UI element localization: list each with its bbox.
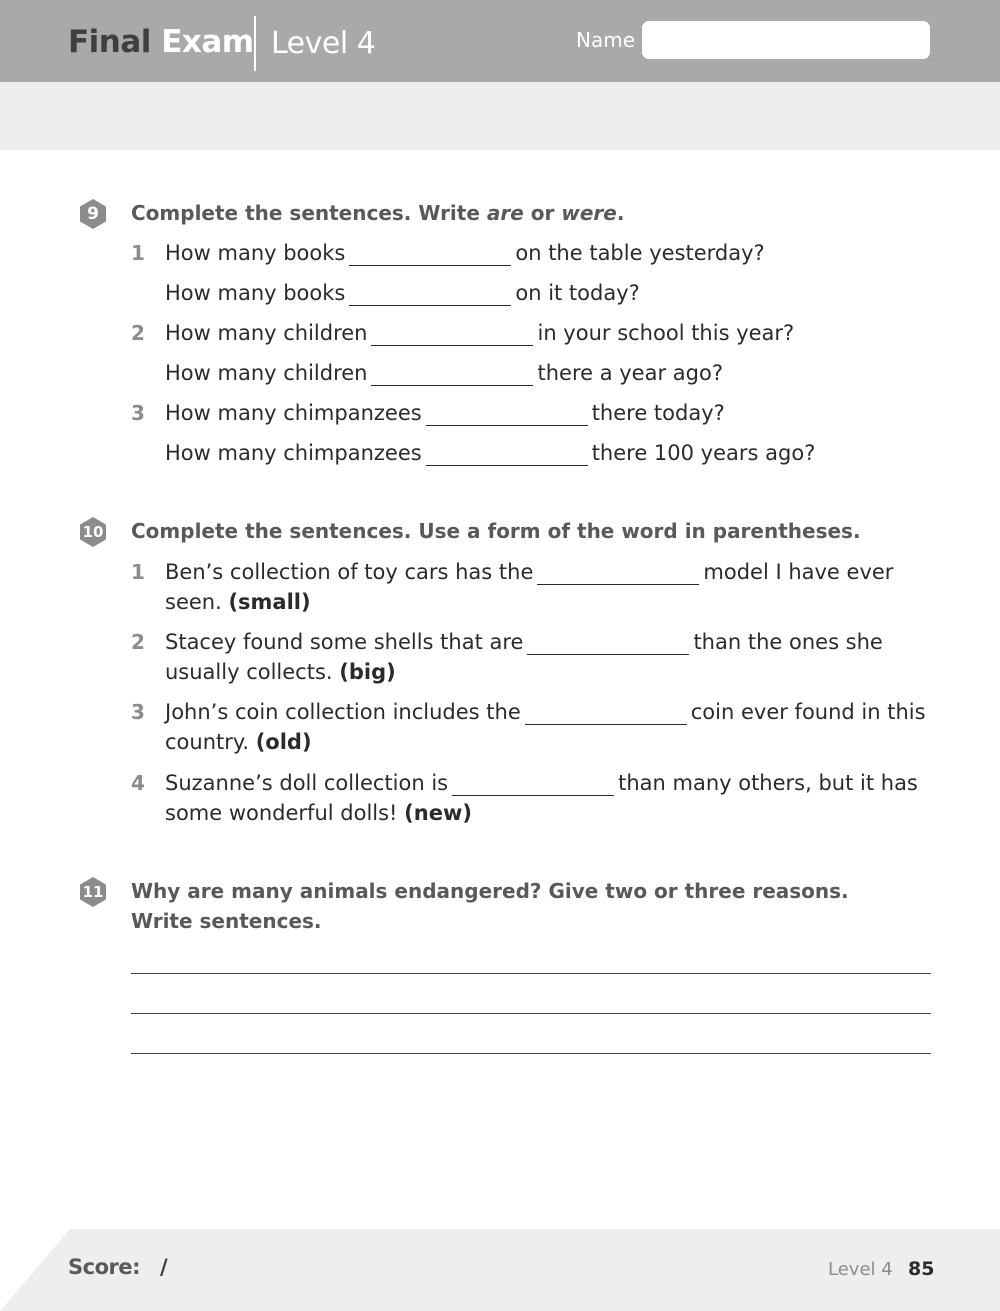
answer-blank[interactable] [525,703,687,725]
footer-corner [0,1229,70,1311]
page-footer [0,1229,1000,1311]
level-label: Level 4 [271,26,376,61]
item-line: How many chimpanzees there 100 years ago? [165,441,816,465]
title-word-exam: Exam [161,24,254,60]
footer-level: Level 4 [828,1259,893,1280]
section-11-number: 11 [82,883,104,901]
writing-line[interactable] [131,1013,931,1014]
item-line: How many books on it today? [165,281,640,305]
item-line-2: country. (old) [165,730,312,754]
writing-line[interactable] [131,973,931,974]
answer-blank[interactable] [452,774,614,796]
page-header [0,0,1000,82]
section-10-instruction: Complete the sentences. Use a form of the word in parentheses. [131,519,861,543]
answer-blank[interactable] [371,364,533,386]
answer-blank[interactable] [371,324,533,346]
answer-blank[interactable] [537,563,699,585]
item-number: 2 [131,321,145,345]
item-number: 3 [131,700,145,724]
item-line-2: usually collects. (big) [165,660,396,684]
section-11-badge [78,877,108,907]
item-number: 3 [131,401,145,425]
score-label: Score: [68,1255,140,1279]
item-number: 1 [131,560,145,584]
item-line-2: seen. (small) [165,590,311,614]
word-hint: (big) [339,660,396,684]
item-line: Stacey found some shells that are than the ones she [165,630,883,654]
item-line: How many chimpanzees there today? [165,401,725,425]
section-9-number: 9 [87,204,99,224]
item-line: How many children there a year ago? [165,361,723,385]
item-line: Ben’s collection of toy cars has the model I have ever [165,560,894,584]
writing-line[interactable] [131,1053,931,1054]
word-hint: (small) [228,590,311,614]
page-number: 85 [908,1258,935,1280]
item-line: John’s coin collection includes the coin ever found in this [165,700,926,724]
item-line: How many children in your school this year? [165,321,795,345]
answer-blank[interactable] [426,444,588,466]
section-11-instruction: Why are many animals endangered? Give two or three reasons. Write sentences. [131,879,849,933]
title-divider [254,16,256,71]
item-line: Suzanne’s doll collection is than many others, but it has [165,771,918,795]
answer-blank[interactable] [349,244,511,266]
section-10-number: 10 [82,523,104,541]
name-input[interactable] [642,21,930,59]
name-label: Name [576,28,636,52]
exam-title [68,24,254,60]
header-band [0,82,1000,150]
answer-blank[interactable] [349,284,511,306]
item-number: 2 [131,630,145,654]
score-slash: / [160,1255,168,1279]
item-number: 4 [131,771,145,795]
section-10-badge [78,517,108,547]
section-9-instruction: Complete the sentences. Write are or were. [131,201,625,225]
section-9-badge [78,199,108,229]
item-line: How many books on the table yesterday? [165,241,765,265]
word-hint: (old) [255,730,312,754]
item-line-2: some wonderful dolls! (new) [165,801,472,825]
title-word-final: Final [68,24,151,60]
item-number: 1 [131,241,145,265]
answer-blank[interactable] [527,633,689,655]
answer-blank[interactable] [426,404,588,426]
word-hint: (new) [404,801,472,825]
